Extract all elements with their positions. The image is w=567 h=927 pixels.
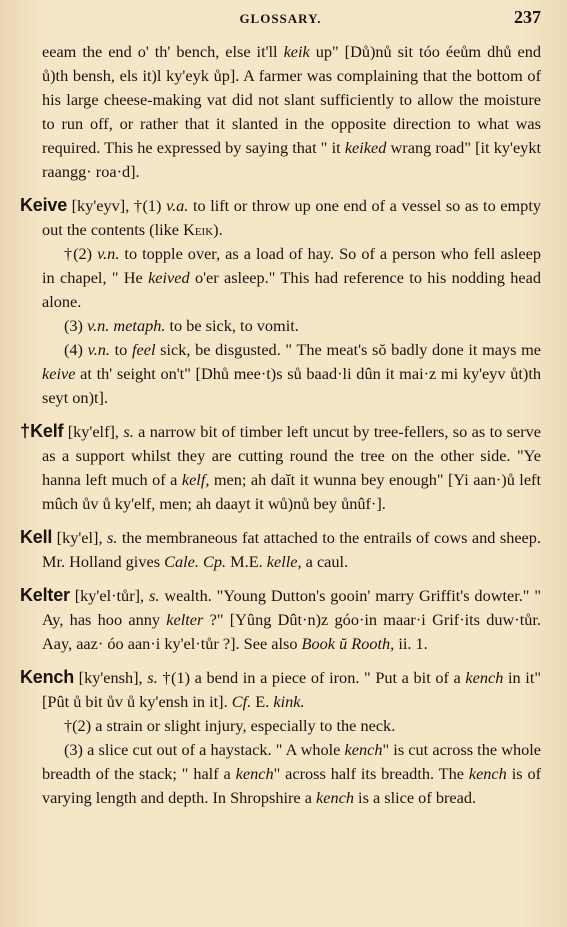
text-run: the membraneous fat attached to the entrails of cows and sheep. Mr. Holland gives (42, 528, 541, 571)
text-run: is a slice of bread. (353, 788, 477, 807)
text-run: in it" [Pût ů bit ův ů ky'ensh in it]. (42, 668, 541, 711)
italic-term: Cf. (231, 692, 252, 711)
definition-paragraph (20, 583, 541, 656)
text-run: ii. 1. (394, 634, 428, 653)
text-run: a caul. (301, 552, 349, 571)
text-run: M.E. (226, 552, 267, 571)
text-run: [ky'ensh], (74, 668, 148, 687)
headword: Kench (20, 667, 75, 687)
text-run: to lift or throw up one end of a vessel so as to empty out the contents (like (42, 196, 541, 239)
text-run: (3) a slice cut out of a haystack. " A whole (64, 740, 345, 759)
part-of-speech: s. (149, 586, 160, 605)
continuation-paragraph (20, 40, 541, 184)
italic-term: kelle, (266, 552, 302, 571)
part-of-speech: s. (123, 422, 134, 441)
text-run: is of varying length and depth. In Shropshire a (42, 764, 542, 807)
part-of-speech: v.n. metaph. (87, 316, 166, 335)
text-run: to be sick, to vomit. (165, 316, 299, 335)
sense-paragraph (20, 242, 541, 314)
italic-term: kelter (166, 610, 204, 629)
entry-kell (20, 525, 541, 574)
headword: Kell (20, 527, 53, 547)
italic-term: kench (468, 764, 507, 783)
italic-term: feel (132, 340, 156, 359)
text-run: wealth. "Young Dutton's gooin' marry Griffit's dowter." " Ay, has hoo anny (42, 586, 541, 629)
sense-paragraph (20, 738, 541, 810)
text-run: ?" [Yûng Dût·n)z góo·in maar·i Grif·its duw·tůr. Aay, aaz· óo aan·i ky'el·tůr ?]. See also (42, 610, 541, 653)
entry-kench (20, 665, 541, 810)
small-caps-reference: Keik (183, 220, 214, 239)
text-run: (3) (64, 316, 88, 335)
part-of-speech: v.n. (97, 244, 120, 263)
text-run: E. (251, 692, 274, 711)
text-run: [ky'el·tůr], (69, 586, 149, 605)
text-run: eeam the end o' th' bench, else it'll (42, 42, 284, 61)
text-run: at th' seight on't" [Dhů mee·t)s sů baad·li dûn it mai·z mi ky'eyv ůt)th seyt on)t]. (42, 364, 541, 407)
definition-paragraph (20, 193, 541, 242)
page-number: 237 (514, 7, 541, 27)
italic-term: Cp. (203, 552, 227, 571)
text-run: †(2) (64, 244, 98, 263)
text-run: (4) (64, 340, 88, 359)
text-run: [ky'eyv], †(1) (67, 196, 167, 215)
definition-paragraph (20, 419, 541, 516)
entry-continuation (20, 40, 541, 184)
text-run: wrang road" [it ky'eykt raangg· roa·d]. (42, 138, 541, 181)
italic-term: kink. (273, 692, 305, 711)
text-run: up" [Dů)nů sit tóo éeům dhů end ů)th bensh, els it)l ky'eyk ůp]. A farmer was complaining that the bottom of his large cheese-making vat did not slant sufficiently to allow the moisture to run off, or rather that it slanted in the opposite direction to what was required. This he expressed by saying that " it (42, 42, 541, 157)
italic-term: keived (148, 268, 190, 287)
text-run: a narrow bit of timber left uncut by tree-fellers, so as to serve as a support whilst they are cutting round the tree on the other side. "Ye hanna left much of a (42, 422, 541, 489)
text-run: [ky'elf], (63, 422, 124, 441)
italic-term: kench (235, 764, 274, 783)
text-run: sick, be disgusted. " The meat's sŏ badly done it mays me (155, 340, 541, 359)
entry-kelter (20, 583, 541, 656)
part-of-speech: s. (147, 668, 158, 687)
entry-keive (20, 193, 541, 410)
part-of-speech: s. (106, 528, 118, 547)
headword: †Kelf (20, 421, 64, 441)
italic-term: Book ŭ Rooth, (301, 634, 395, 653)
part-of-speech: v.n. (87, 340, 110, 359)
text-run: " is cut across the whole breadth of the stack; " half a (42, 740, 541, 783)
text-run: [ky'el], (52, 528, 107, 547)
definition-paragraph (20, 665, 541, 714)
glossary-entries (20, 40, 541, 810)
sense-paragraph (20, 314, 541, 338)
text-run: †(2) a strain or slight injury, especially to the neck. (64, 716, 396, 735)
headword: Keive (20, 195, 68, 215)
sense-paragraph (20, 714, 541, 738)
text-run: †(1) a bend in a piece of iron. " Put a bit of a (157, 668, 466, 687)
entry-kelf (20, 419, 541, 516)
italic-term: keik (283, 42, 310, 61)
italic-term: kench (344, 740, 383, 759)
running-title: GLOSSARY. (239, 11, 322, 26)
running-header (20, 6, 541, 36)
part-of-speech: v.a. (166, 196, 189, 215)
text-run: " across half its breadth. The (273, 764, 469, 783)
italic-term: kelf, (181, 470, 210, 489)
definition-paragraph (20, 525, 541, 574)
text-run: to (109, 340, 132, 359)
headword: Kelter (20, 585, 70, 605)
italic-term: Cale. (164, 552, 199, 571)
italic-term: kench (316, 788, 354, 807)
text-run: men; ah daĭt it wunna bey enough" [Yi aan·)ů left mûch ův ů ky'elf, men; ah daayt it wů)nů bey ůnûf·]. (42, 470, 541, 513)
text-run: ). (213, 220, 223, 239)
italic-term: keiked (344, 138, 387, 157)
italic-term: keive (42, 364, 76, 383)
italic-term: kench (465, 668, 504, 687)
sense-paragraph (20, 338, 541, 410)
text-run: to topple over, as a load of hay. So of a person who fell asleep in chapel, " He (42, 244, 542, 287)
text-run: o'er asleep." This had reference to his nodding head alone. (42, 268, 541, 311)
